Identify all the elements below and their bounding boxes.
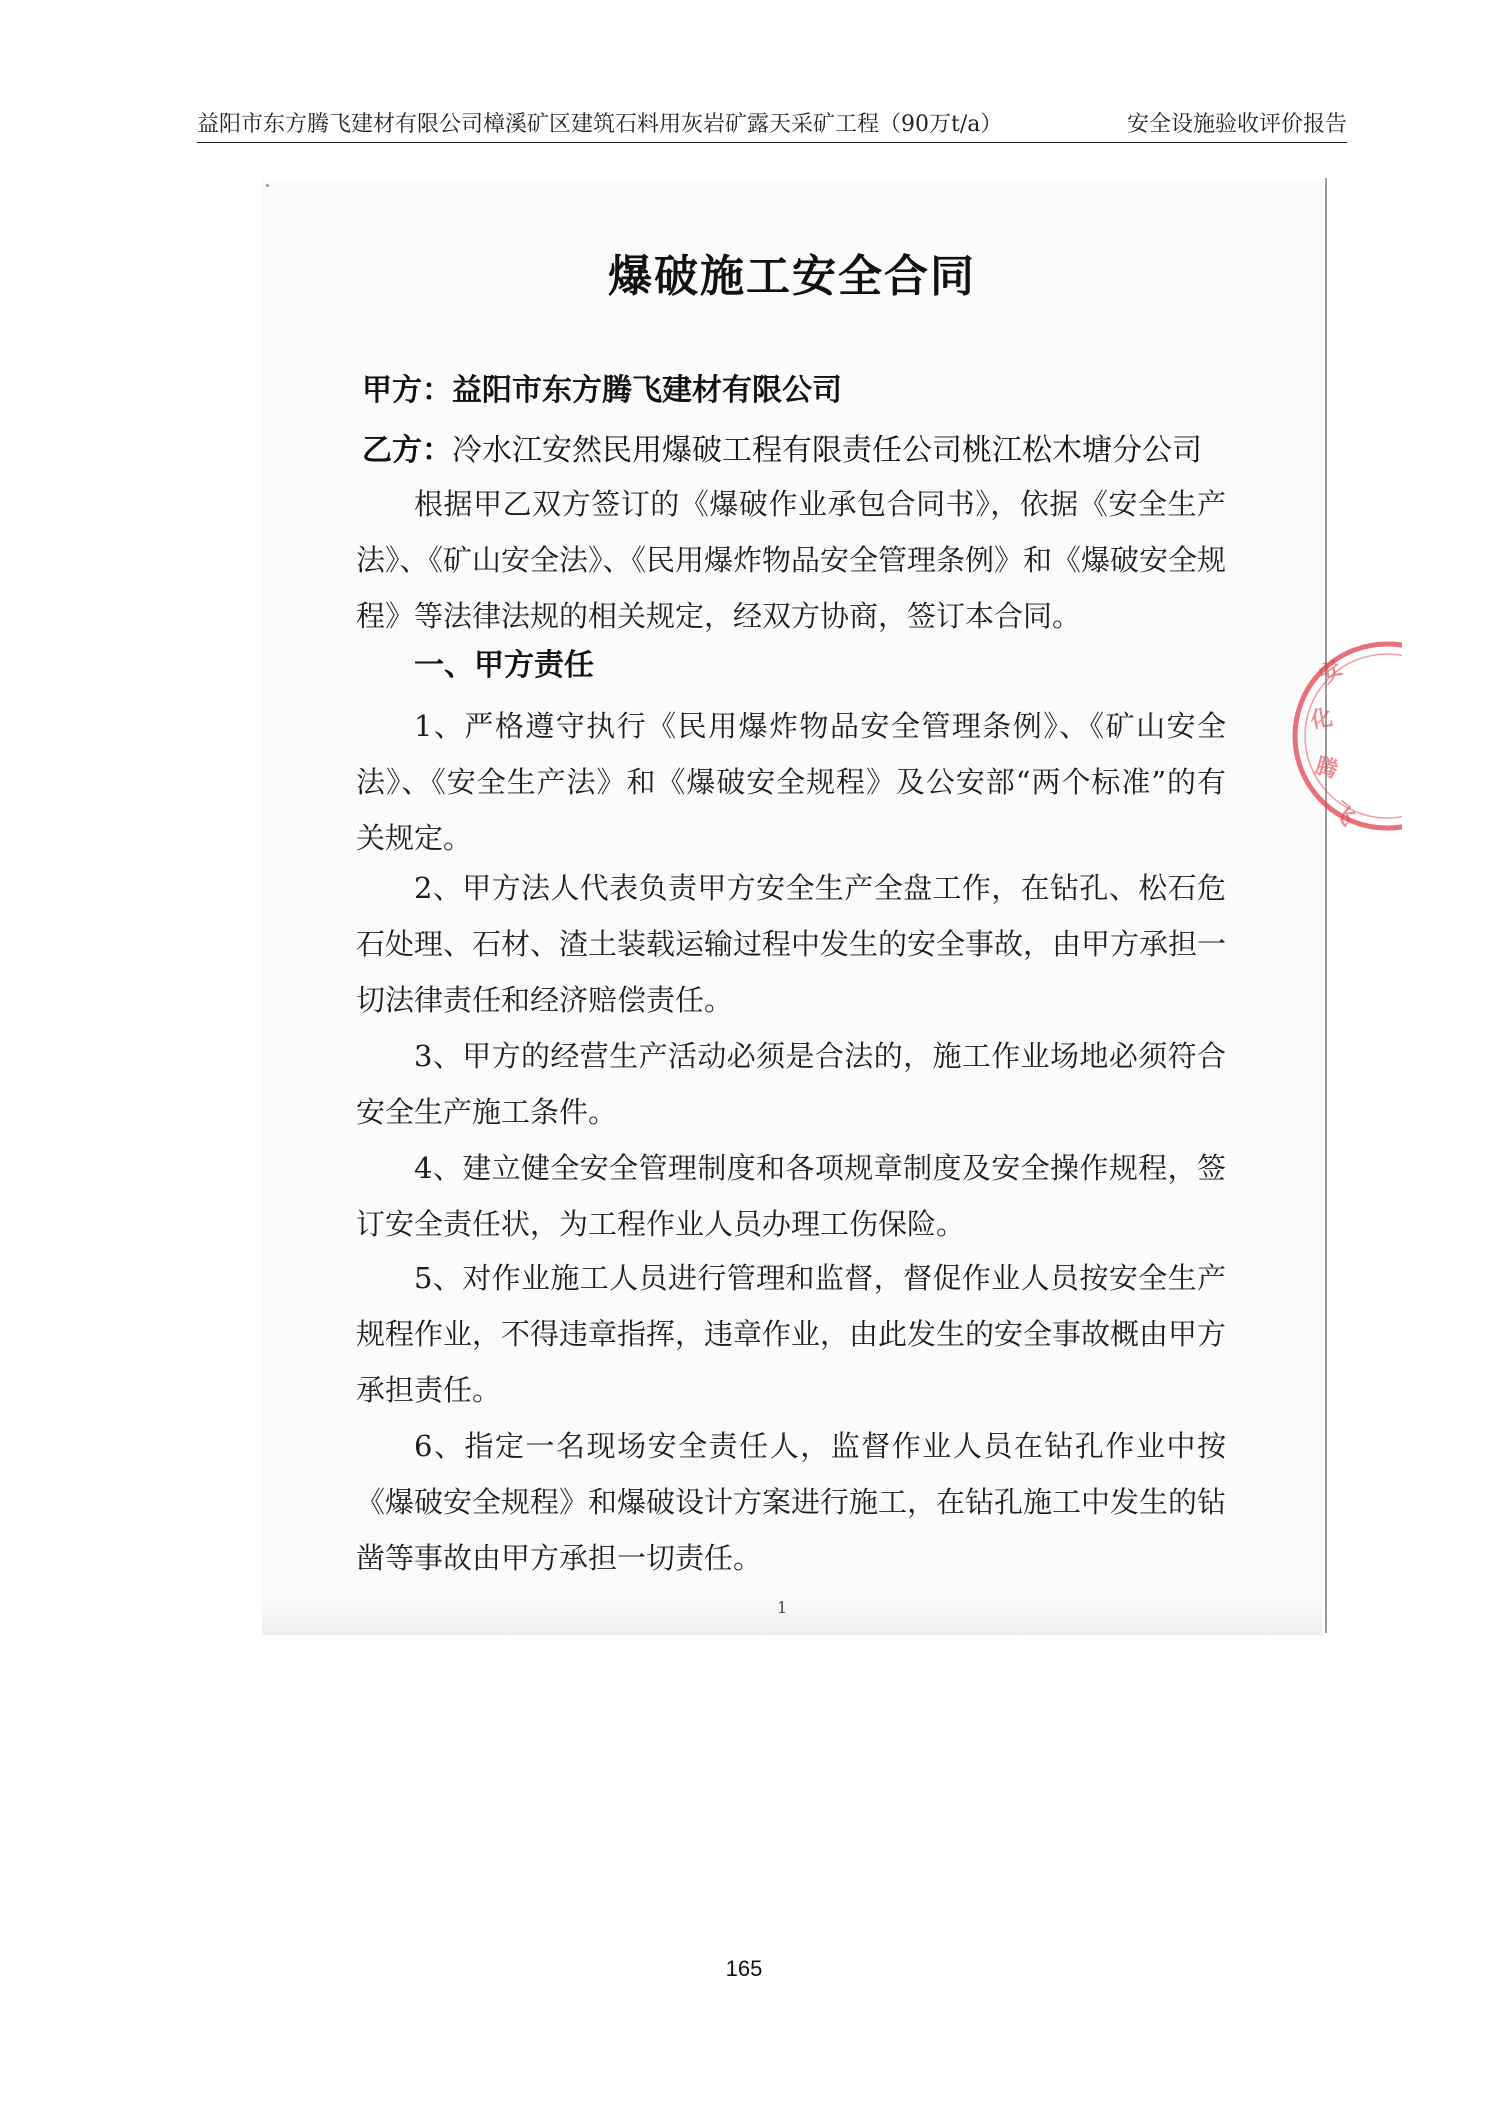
section-party-a-responsibilities: 一、甲方责任 (414, 648, 594, 683)
page-number: 165 (725, 1956, 763, 1981)
contract-title: 爆破施工安全合同 (608, 251, 976, 302)
company-seal (1282, 636, 1402, 836)
scan-right-edge (1325, 178, 1327, 1633)
clause-2: 2、甲方法人代表负责甲方安全生产全盘工作，在钻孔、松石危石处理、石材、渣土装载运输过程中发生的安全事故，由甲方承担一切法律责任和经济赔偿责任。 (356, 871, 1227, 1017)
clause-5: 5、对作业施工人员进行管理和监督，督促作业人员按安全生产规程作业，不得违章指挥，违章作业，由此发生的安全事故概由甲方承担责任。 (356, 1261, 1227, 1407)
svg-text:化: 化 (1308, 705, 1335, 734)
svg-text:飞: 飞 (1326, 797, 1360, 831)
party-b (362, 425, 1202, 469)
party-b-label: 乙方： (362, 433, 452, 468)
header-project-title: 益阳市东方腾飞建材有限公司樟溪矿区建筑石料用灰岩矿露天采矿工程（90万t/a） (197, 112, 1003, 137)
scan-speck (266, 184, 269, 187)
clause-6: 6、指定一名现场安全责任人，监督作业人员在钻孔作业中按《爆破安全规程》和爆破设计方案进行施工，在钻孔施工中发生的钻凿等事故由甲方承担一切责任。 (356, 1429, 1227, 1575)
intro-paragraph: 根据甲乙双方签订的《爆破作业承包合同书》，依据《安全生产法》、《矿山安全法》、《民用爆炸物品安全管理条例》和《爆破安全规程》等法律法规的相关规定，经双方协商，签订本合同。 (356, 487, 1227, 633)
scan-page-number: 1 (777, 1598, 788, 1617)
party-b-name: 冷水江安然民用爆破工程有限责任公司桃江松木塘分公司 (452, 433, 1202, 468)
header-report-title: 安全设施验收评价报告 (1126, 112, 1347, 137)
scan-bottom-shadow (262, 1590, 1322, 1635)
clause-4: 4、建立健全安全管理制度和各项规章制度及安全操作规程，签订安全责任状，为工程作业人员办理工伤保险。 (356, 1151, 1226, 1241)
svg-text:腾: 腾 (1312, 753, 1341, 784)
svg-text:安: 安 (1315, 655, 1348, 689)
seal-stamp-icon (1282, 636, 1402, 836)
page-header (197, 104, 1347, 143)
party-a: 甲方：益阳市东方腾飞建材有限公司 (362, 373, 842, 408)
clause-1: 1、严格遵守执行《民用爆炸物品安全管理条例》、《矿山安全法》、《安全生产法》和《爆破安全规程》及公安部“两个标准”的有关规定。 (356, 709, 1226, 855)
clause-3: 3、甲方的经营生产活动必须是合法的，施工作业场地必须符合安全生产施工条件。 (356, 1039, 1226, 1129)
